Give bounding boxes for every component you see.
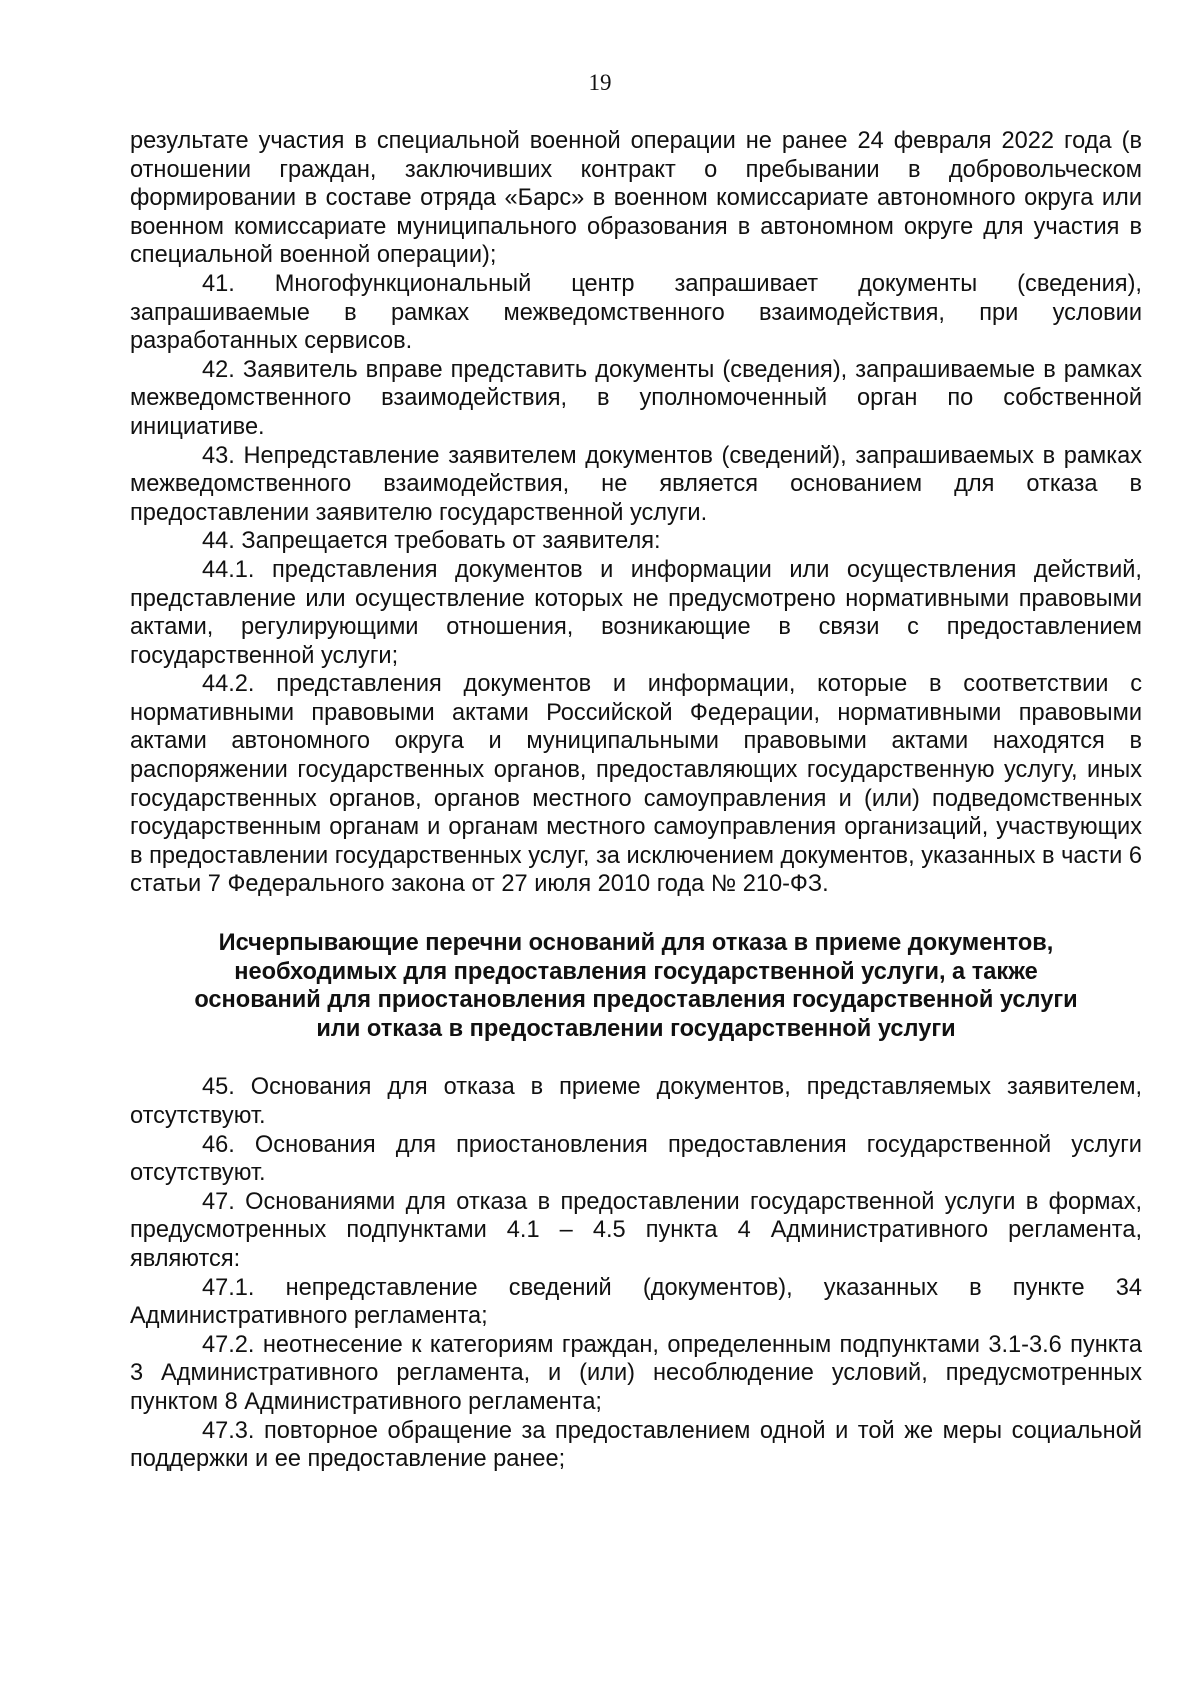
paragraph-47-1: 47.1. непредставление сведений (документов), указанных в пункте 34 Административного регламента; <box>130 1274 1142 1330</box>
paragraph-44-2: 44.2. представления документов и информации, которые в соответствии с нормативными правовыми актами Российской Федерации, нормативными правовыми актами автономного округа и муниципальными правовыми актами находятся в распоряжении государственных органов, предоставляющих государственную услугу, иных государственных органов, органов местного самоуправления и (или) подведомственных государственным органам и органам местного самоуправления организаций, участвующих в предоставлении государственных услуг, за исключением документов, указанных в части 6 статьи 7 Федерального закона от 27 июля 2010 года № 210-ФЗ. <box>130 671 1142 898</box>
paragraph-42: 42. Заявитель вправе представить документы (сведения), запрашиваемые в рамках межведомственного взаимодействия, в уполномоченный орган по собственной инициативе. <box>130 356 1142 440</box>
paragraph-46: 46. Основания для приостановления предоставления государственной услуги отсутствуют. <box>130 1131 1142 1187</box>
paragraph-41: 41. Многофункциональный центр запрашивает документы (сведения), запрашиваемые в рамках межведомственного взаимодействия, при условии разработанных сервисов. <box>130 270 1142 355</box>
document-body <box>130 127 1142 1474</box>
paragraph-45: 45. Основания для отказа в приеме документов, представляемых заявителем, отсутствуют. <box>130 1074 1142 1129</box>
paragraph-47-3: 47.3. повторное обращение за предоставлением одной и той же меры социальной поддержки и ее предоставление ранее; <box>130 1417 1142 1473</box>
paragraph-continuation: результате участия в специальной военной операции не ранее 24 февраля 2022 года (в отношении граждан, заключивших контракт о пребывании в добровольческом формировании в составе отряда «Барс» в военном комиссариате автономного округа или военном комиссариате муниципального образования в автономном округе для участия в специальной военной операции); <box>130 128 1142 269</box>
section-heading: Исчерпывающие перечни оснований для отказа в приеме документов, необходимых для предоставления государственной услуги, а также оснований для приостановления предоставления государственной услуги или отказа в предоставлении государственной услуги <box>194 930 1078 1042</box>
paragraph-43: 43. Непредставление заявителем документов (сведений), запрашиваемых в рамках межведомственного взаимодействия, не является основанием для отказа в предоставлении заявителю государственной услуги. <box>130 442 1142 526</box>
paragraph-44-1: 44.1. представления документов и информации или осуществления действий, представление или осуществление которых не предусмотрено нормативными правовыми актами, регулирующими отношения, возникающие в связи с предоставлением государственной услуги; <box>130 556 1142 669</box>
paragraph-47: 47. Основаниями для отказа в предоставлении государственной услуги в формах, предусмотренных подпунктами 4.1 – 4.5 пункта 4 Административного регламента, являются: <box>130 1188 1142 1272</box>
paragraph-44: 44. Запрещается требовать от заявителя: <box>202 528 661 555</box>
paragraph-47-2: 47.2. неотнесение к категориям граждан, определенным подпунктами 3.1-3.6 пункта 3 Административного регламента, и (или) несоблюдение условий, предусмотренных пунктом 8 Административного регламента; <box>130 1331 1142 1415</box>
page-number: 19 <box>588 70 612 95</box>
